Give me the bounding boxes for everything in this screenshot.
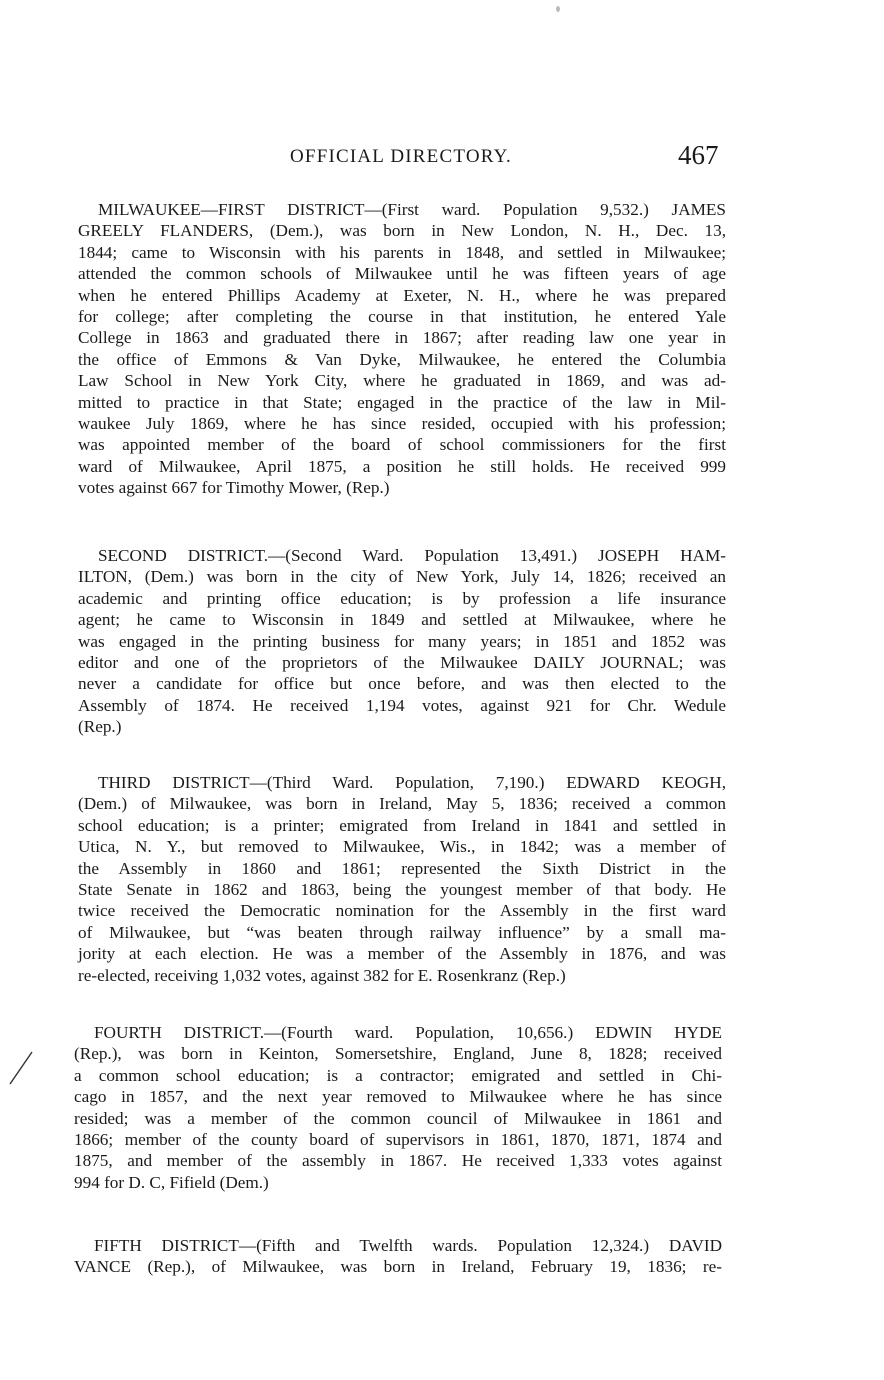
text-line: 994 for D. C, Fifield (Dem.) — [74, 1172, 269, 1192]
text-line: of Milwaukee, but “was beaten through railway influence” by a small ma- — [78, 922, 726, 942]
text-line: the office of Emmons & Van Dyke, Milwaukee, he entered the Columbia — [78, 349, 726, 369]
text-line: Utica, N. Y., but removed to Milwaukee, Wis., in 1842; was a member of — [78, 837, 726, 857]
entry-second-district — [78, 545, 726, 738]
text-line: (Dem.) of Milwaukee, was born in Ireland, May 5, 1836; received a common — [78, 794, 726, 814]
text-line: agent; he came to Wisconsin in 1849 and settled at Milwaukee, where he — [78, 610, 726, 630]
text-line: College in 1863 and graduated there in 1867; after reading law one year in — [78, 328, 726, 348]
text-line: 1866; member of the county board of supervisors in 1861, 1870, 1871, 1874 and — [74, 1129, 722, 1149]
entry-first-district — [78, 199, 726, 498]
text-line: THIRD DISTRICT—(Third Ward. Population, 7,190.) EDWARD KEOGH, — [98, 773, 726, 792]
entry-third-district — [78, 772, 726, 986]
text-line: cago in 1857, and the next year removed to Milwaukee where he has since — [74, 1087, 722, 1107]
text-line: school education; is a printer; emigrated from Ireland in 1841 and settled in — [78, 815, 726, 835]
text-line: editor and one of the proprietors of the Milwaukee DAILY JOURNAL; was — [78, 652, 726, 672]
text-line: attended the common schools of Milwaukee until he was fifteen years of age — [78, 264, 726, 284]
text-line: mitted to practice in that State; engaged in the practice of the law in Mil- — [78, 392, 726, 412]
text-line: resided; was a member of the common council of Milwaukee in 1861 and — [74, 1108, 722, 1128]
text-line: the Assembly in 1860 and 1861; represented the Sixth District in the — [78, 858, 726, 878]
text-line: was appointed member of the board of school commissioners for the first — [78, 435, 726, 455]
text-line: 1875, and member of the assembly in 1867. He received 1,333 votes against — [74, 1151, 722, 1171]
text-line: academic and printing office education; is by profession a life insurance — [78, 588, 726, 608]
entry-fifth-district — [74, 1235, 722, 1278]
text-line: State Senate in 1862 and 1863, being the youngest member of that body. He — [78, 879, 726, 899]
text-line: ILTON, (Dem.) was born in the city of New York, July 14, 1826; received an — [78, 567, 726, 587]
text-line: SECOND DISTRICT.—(Second Ward. Population 13,491.) JOSEPH HAM- — [98, 546, 726, 565]
text-line: never a candidate for office but once before, and was then elected to the — [78, 674, 726, 694]
entry-fourth-district — [74, 1022, 722, 1193]
text-line: (Rep.) — [78, 717, 122, 737]
paper-speck — [556, 6, 560, 12]
text-line: (Rep.), was born in Keinton, Somersetshire, England, June 8, 1828; received — [74, 1044, 722, 1064]
text-line: GREELY FLANDERS, (Dem.), was born in New London, N. H., Dec. 13, — [78, 221, 726, 241]
text-line: ward of Milwaukee, April 1875, a position he still holds. He received 999 — [78, 456, 726, 476]
page-number: 467 — [678, 140, 719, 170]
text-line: 1844; came to Wisconsin with his parents in 1848, and settled in Milwaukee; — [78, 242, 726, 262]
text-line: votes against 667 for Timothy Mower, (Rep.) — [78, 478, 390, 498]
text-line: Assembly of 1874. He received 1,194 votes, against 921 for Chr. Wedule — [78, 695, 726, 715]
text-line: a common school education; is a contractor; emigrated and settled in Chi- — [74, 1065, 722, 1085]
text-line: for college; after completing the course in that institution, he entered Yale — [78, 306, 726, 326]
text-line: was engaged in the printing business for many years; in 1851 and 1852 was — [78, 631, 726, 651]
margin-pencil-mark — [6, 1050, 36, 1086]
text-line: Law School in New York City, where he graduated in 1869, and was ad- — [78, 371, 726, 391]
running-header-title: OFFICIAL DIRECTORY. — [290, 146, 512, 167]
text-line: FIFTH DISTRICT—(Fifth and Twelfth wards. Population 12,324.) DAVID — [94, 1236, 722, 1255]
text-line: twice received the Democratic nomination for the Assembly in the first ward — [78, 901, 726, 921]
text-line: VANCE (Rep.), of Milwaukee, was born in Ireland, February 19, 1836; re- — [74, 1257, 722, 1277]
text-line: when he entered Phillips Academy at Exeter, N. H., where he was prepared — [78, 285, 726, 305]
text-line: FOURTH DISTRICT.—(Fourth ward. Population, 10,656.) EDWIN HYDE — [94, 1023, 722, 1042]
text-line: waukee July 1869, where he has since resided, occupied with his profession; — [78, 413, 726, 433]
text-line: re-elected, receiving 1,032 votes, against 382 for E. Rosenkranz (Rep.) — [78, 965, 566, 985]
text-line: MILWAUKEE—FIRST DISTRICT—(First ward. Population 9,532.) JAMES — [98, 200, 726, 219]
text-line: jority at each election. He was a member of the Assembly in 1876, and was — [78, 944, 726, 964]
